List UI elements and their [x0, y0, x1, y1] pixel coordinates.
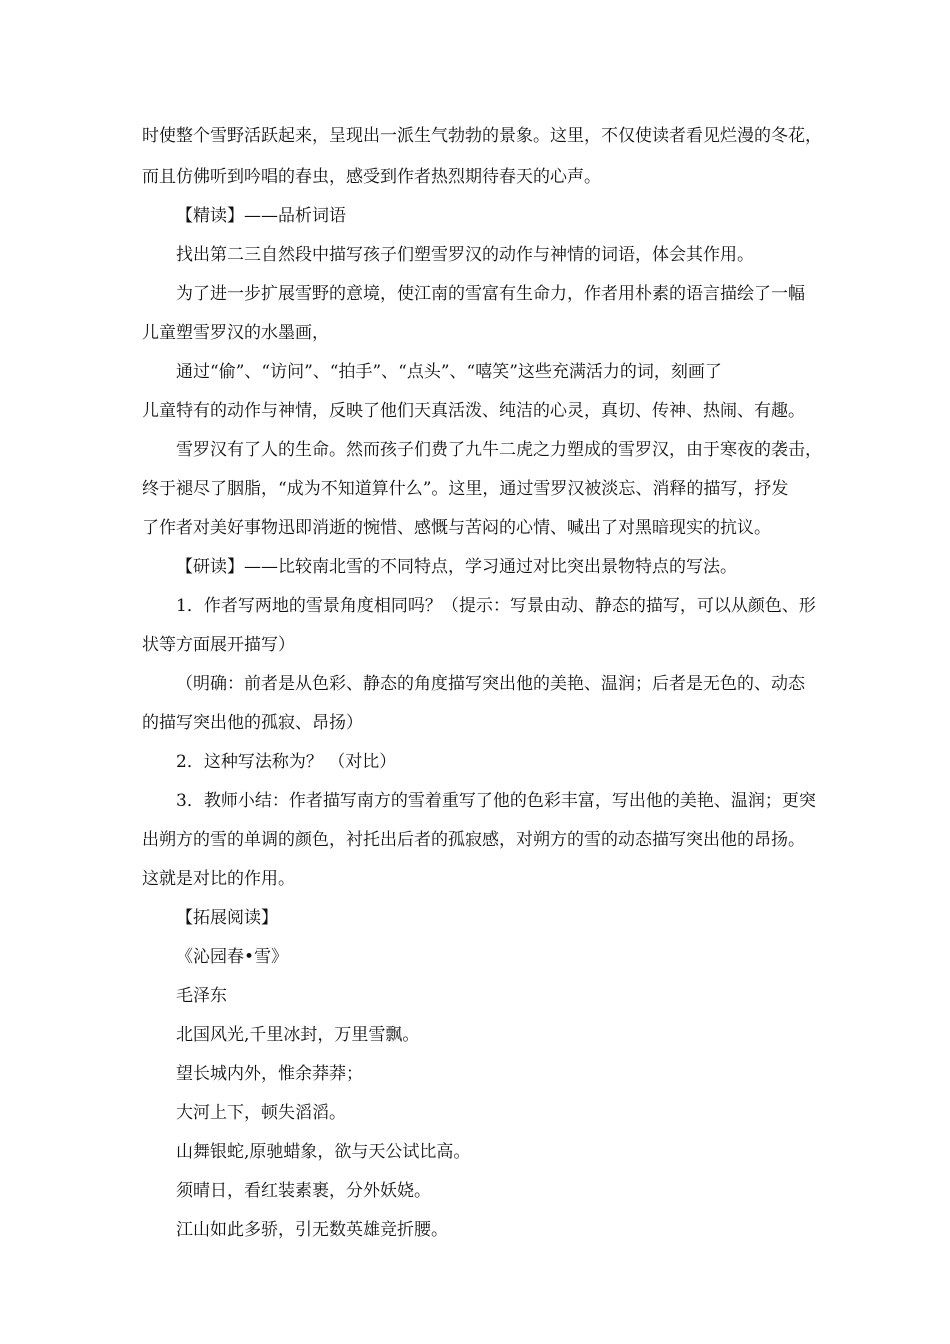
- poem-line: 须晴日，看红装素裹，分外妖娆。: [176, 1181, 431, 1201]
- text-line: 这就是对比的作用。: [142, 869, 295, 889]
- text-line: 状等方面展开描写）: [142, 635, 295, 655]
- text-line: 找出第二三自然段中描写孩子们塑雪罗汉的动作与神情的词语，体会其作用。: [176, 245, 754, 265]
- poem-line: 大河上下，顿失滔滔。: [176, 1103, 346, 1123]
- poem-line: 山舞银蛇,原驰蜡象，欲与天公试比高。: [176, 1142, 471, 1162]
- text-line: 儿童塑雪罗汉的水墨画，: [142, 323, 329, 343]
- question-1: 1．作者写两地的雪景角度相同吗？（提示：写景由动、静态的描写，可以从颜色、形: [176, 596, 816, 616]
- text-line: 出朔方的雪的单调的颜色，衬托出后者的孤寂感，对朔方的雪的动态描写突出他的昂扬。: [142, 830, 805, 850]
- section-heading-extended-reading: 【拓展阅读】: [176, 908, 278, 928]
- teacher-summary: 3．教师小结：作者描写南方的雪着重写了他的色彩丰富，写出他的美艳、温润；更突: [176, 791, 816, 811]
- question-2: 2．这种写法称为？ （对比）: [176, 752, 397, 772]
- text-line: 通过“偷”、“访问”、“拍手”、“点头”、“嘻笑”这些充满活力的词，刻画了: [176, 362, 722, 382]
- answer-1: （明确：前者是从色彩、静态的角度描写突出他的美艳、温润；后者是无色的、动态: [176, 674, 805, 694]
- poem-line: 江山如此多骄，引无数英雄竞折腰。: [176, 1220, 448, 1240]
- text-line: 儿童特有的动作与神情，反映了他们天真活泼、纯洁的心灵，真切、传神、热闹、有趣。: [142, 401, 805, 421]
- poem-line: 北国风光,千里冰封，万里雪飘。: [176, 1025, 420, 1045]
- poem-line: 望长城内外，惟余莽莽；: [176, 1064, 363, 1084]
- poem-title: 《沁园春•雪》: [176, 947, 289, 967]
- poem-author: 毛泽东: [176, 986, 227, 1006]
- text-line: 的描写突出他的孤寂、昂扬）: [142, 713, 363, 733]
- section-heading-study: 【研读】——比较南北雪的不同特点，学习通过对比突出景物特点的写法。: [176, 557, 737, 577]
- text-line: 而且仿佛听到吟唱的春虫，感受到作者热烈期待春天的心声。: [142, 167, 601, 187]
- text-line: 了作者对美好事物迅即消逝的惋惜、感慨与苦闷的心情、喊出了对黑暗现实的抗议。: [142, 518, 771, 538]
- text-line: 雪罗汉有了人的生命。然而孩子们费了九牛二虎之力塑成的雪罗汉，由于寒夜的袭击，: [176, 440, 822, 460]
- text-line: 为了进一步扩展雪野的意境，使江南的雪富有生命力，作者用朴素的语言描绘了一幅: [176, 284, 805, 304]
- text-line: 时使整个雪野活跃起来，呈现出一派生气勃勃的景象。这里，不仅使读者看见烂漫的冬花，: [142, 126, 822, 146]
- text-line: 终于褪尽了胭脂，“成为不知道算什么”。这里，通过雪罗汉被淡忘、消释的描写，抒发: [142, 479, 789, 499]
- section-heading-close-reading: 【精读】——品析词语: [176, 206, 346, 226]
